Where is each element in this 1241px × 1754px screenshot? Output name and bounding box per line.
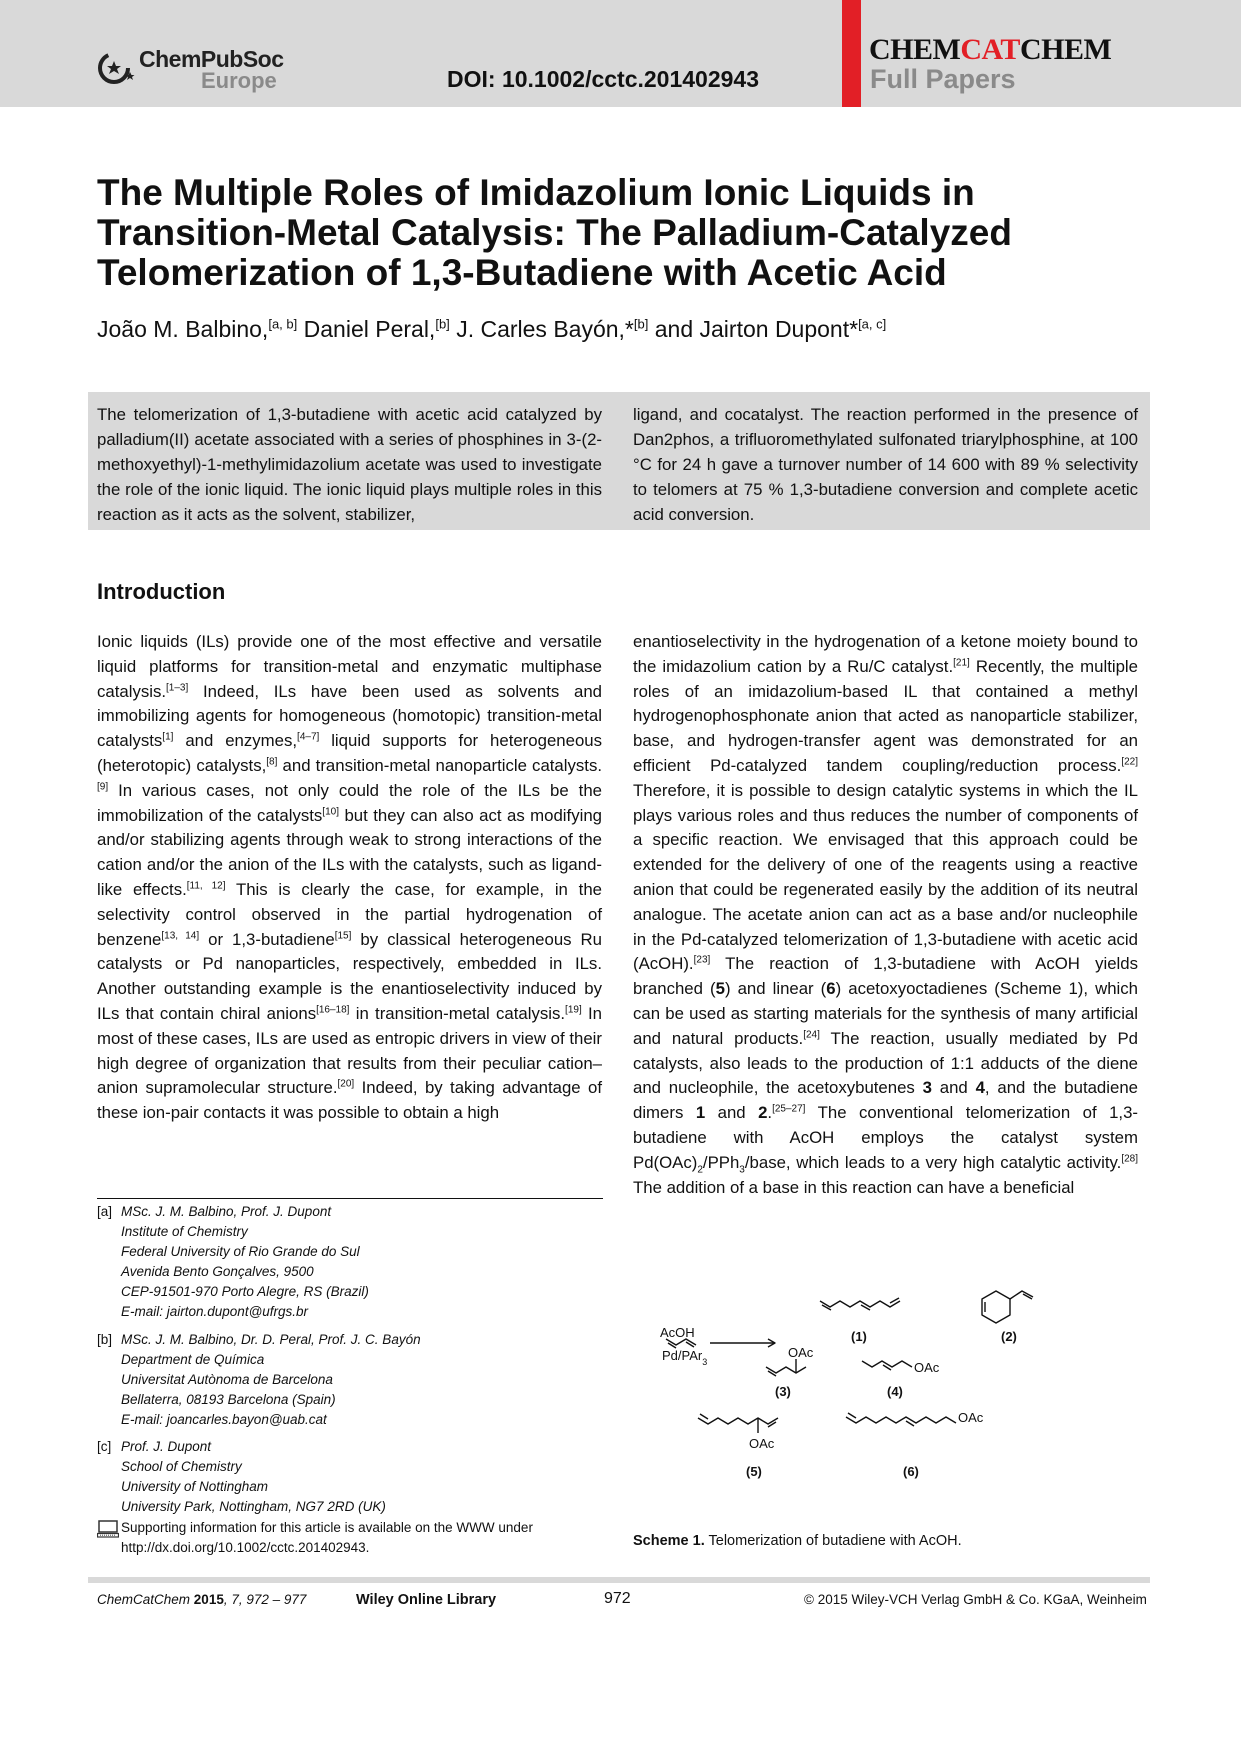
body-text-run: In various cases, not only could the role of the ILs be the immobilization of the catalysts (97, 780, 602, 825)
footnote-label: [c] (97, 1439, 112, 1454)
compound-label-5: (5) (746, 1464, 762, 1479)
footnote-line: Avenida Bento Gonçalves, 9500 (121, 1264, 314, 1279)
wiley-online-library-link[interactable]: Wiley Online Library (356, 1592, 497, 1608)
body-text-run: The conventional telomerization of 1,3-butadiene with AcOH employs the catalyst system Pd(OAc) (633, 1103, 1138, 1172)
citation-ref[interactable]: [21] (953, 657, 970, 669)
footnote-email[interactable]: E-mail: jairton.dupont@ufrgs.br (121, 1304, 309, 1319)
catalyst-label (662, 1348, 707, 1367)
logo-text-top: ChemPubSoc (139, 46, 284, 72)
citation-ref[interactable]: [11, 12] (186, 880, 226, 892)
catalyst-subscript: 3 (702, 1357, 708, 1367)
footnote-line: University Park, Nottingham, NG7 2RD (UK) (121, 1499, 386, 1514)
compound-1-structure (820, 1301, 900, 1307)
scheme-caption (633, 1533, 962, 1549)
body-text-run: by classical heterogeneous Ru catalysts or Pd nanoparticles, respectively, embedded in ILs. Another outstanding example is the enantioselectivity induced by ILs that contain chiral anions (97, 929, 603, 1023)
copyright: © 2015 Wiley-VCH Verlag GmbH & Co. KGaA, Weinheim (804, 1592, 1147, 1607)
brand-red-bar (842, 0, 861, 107)
body-text-run: This is clearly the case, for example, in the selectivity control observed in the partial hydrogenation of benzene (97, 879, 602, 949)
caption-label: Scheme 1. (633, 1533, 705, 1549)
compound-ref: 4 (975, 1078, 985, 1098)
formula-subscript: 3 (739, 1164, 745, 1176)
author-name: and Jairton Dupont* (654, 316, 859, 342)
footnote-a (97, 1202, 603, 1326)
footer-year: 2015 (193, 1592, 224, 1607)
body-text-run: but they can also act as modifying and/or stabilizing agents through weak to strong interactions of the cation and/or the anion of the ILs with the catalysts, such as ligand-like effects. (97, 805, 602, 899)
citation-ref[interactable]: [19] (565, 1004, 582, 1016)
brand-chem-1: CHEM (869, 33, 961, 66)
section-heading: Introduction (97, 579, 226, 604)
footer-volume: , 7, 972 – 977 (223, 1592, 307, 1607)
abstract-left: The telomerization of 1,3-butadiene with acetic acid catalyzed by palladium(II) acetate associated with a series of phosphines in 3-(2-methoxyethyl)-1-methylimidazolium acetate was used to investigate the role of the ionic liquid. The ionic liquid plays multiple roles in this reaction as it acts as the solvent, stabilizer, (97, 405, 602, 524)
body-text-run: or 1,3-butadiene (199, 929, 335, 949)
body-text-run: enantioselectivity in the hydrogenation of a ketone moiety bound to the imidazolium cation by a Ru/C catalyst. (633, 632, 1138, 676)
body-column-right (633, 630, 1138, 1200)
body-text-run: and enzymes, (173, 731, 298, 751)
citation-ref[interactable]: [15] (334, 929, 352, 941)
citation-ref[interactable]: [28] (1121, 1153, 1138, 1165)
body-column-left (97, 630, 602, 1126)
oac-label-6: OAc (958, 1410, 984, 1425)
body-text-run: The reaction, usually mediated by Pd catalysts, also leads to the production of 1:1 adducts of the diene and nucleophile, the acetoxybutenes (633, 1028, 1138, 1098)
article-title: The Multiple Roles of Imidazolium Ionic Liquids in Transition-Metal Catalysis: The Palladium-Catalyzed Telomerization of 1,3-Butadiene with Acetic Acid (97, 172, 1012, 293)
body-text-run: The reaction of 1,3-butadiene with AcOH yields branched ( (633, 954, 1138, 999)
body-text-run: Therefore, it is possible to design catalytic systems in which the IL plays various roles and thus reduces the number of components of a specific reaction. We envisaged that this approach could be extended for the delivery of one of the reagents using a reactive anion that could be regenerated easily by the addition of its neutral analogue. The acetate anion can act as a base and/or nucleophile in the Pd-catalyzed telomerization of 1,3-butadiene with acetic acid (AcOH). (633, 780, 1138, 974)
compound-label-6: (6) (903, 1464, 919, 1479)
citation-ref[interactable]: [24] (803, 1029, 820, 1041)
footnote-line: Federal University of Rio Grande do Sul (121, 1244, 360, 1259)
brand-chem-2: CHEM (1019, 33, 1112, 66)
citation-ref[interactable]: [23] (693, 954, 711, 966)
chempubsoc-star-icon (97, 48, 137, 88)
citation-ref[interactable]: [1] (162, 731, 174, 743)
author-affiliation: [a, c] (858, 316, 887, 332)
author-name: Daniel Peral, (303, 316, 436, 342)
computer-icon (97, 1520, 119, 1538)
citation-ref[interactable]: [8] (266, 756, 278, 768)
footnote-line: Universitat Autònoma de Barcelona (121, 1372, 333, 1387)
doi[interactable]: DOI: 10.1002/cctc.201402943 (447, 66, 760, 92)
compound-label-1: (1) (851, 1329, 867, 1344)
citation-ref[interactable]: [16–18] (316, 1004, 350, 1016)
footnote-line: Bellaterra, 08193 Barcelona (Spain) (121, 1392, 336, 1407)
compound-ref: 6 (826, 979, 836, 999)
logo-text-bottom: Europe (201, 68, 277, 93)
author-name: J. Carles Bayón,* (456, 316, 634, 342)
footer-rule (88, 1577, 1150, 1583)
footnote-label: [b] (97, 1332, 113, 1347)
author-affiliation: [b] (633, 316, 649, 332)
footnote-line: MSc. J. M. Balbino, Dr. D. Peral, Prof. J. C. Bayón (121, 1332, 421, 1347)
compound-4-structure (862, 1361, 912, 1367)
scheme-1-figure (650, 1283, 1150, 1523)
body-text-run: ) acetoxyoctadienes (Scheme 1), which can be used as starting materials for the synthesis of many artificial and natural products. (633, 979, 1138, 1048)
footnote-c (97, 1437, 603, 1521)
compound-label-4: (4) (887, 1384, 903, 1399)
body-text-run: Ionic liquids (ILs) provide one of the most effective and versatile liquid platforms for transition-metal and enzymatic multiphase catalysis. (97, 632, 602, 701)
brand-cat: CAT (960, 33, 1020, 66)
footnote-line: Department de Química (121, 1352, 265, 1367)
abstract-right: ligand, and cocatalyst. The reaction performed in the presence of Dan2phos, a trifluoromethylated sulfonated triarylphosphine, at 100 °C for 24 h gave a turnover number of 14 600 with 89 % selectivity to telomers at 75 % 1,3-butadiene conversion and complete acetic acid conversion. (633, 405, 1138, 524)
compound-3-structure (766, 1367, 806, 1373)
compound-ref: 2 (758, 1103, 768, 1123)
article-type: Full Papers (870, 64, 1016, 94)
compound-label-3: (3) (775, 1384, 791, 1399)
footnote-line: MSc. J. M. Balbino, Prof. J. Dupont (121, 1204, 332, 1219)
body-text-run: /PPh (702, 1152, 740, 1172)
body-text-run: in transition-metal catalysis. (349, 1003, 566, 1023)
body-text-run: Recently, the multiple roles of an imidazolium-based IL that contained a methyl hydrogenophosphonate anion that acted as nanoparticle stabilizer, base, and hydrogen-transfer agent was demonstrated for an efficient Pd-catalyzed tandem coupling/reduction process. (633, 656, 1138, 775)
body-text-run: ) and linear ( (724, 979, 827, 999)
body-text-run: , and the butadiene dimers (633, 1078, 1138, 1123)
citation-ref[interactable]: [10] (322, 805, 339, 817)
compound-5-structure (698, 1418, 778, 1424)
footnote-line: CEP-91501-970 Porto Alegre, RS (Brazil) (121, 1284, 369, 1299)
body-text-run: Indeed, by taking advantage of these ion-pair contacts it was possible to obtain a high (97, 1078, 602, 1123)
footnote-b (97, 1330, 603, 1434)
catalyst-text: Pd/PAr (662, 1348, 703, 1363)
body-text-run: /base, which leads to a very high catalytic activity. (744, 1152, 1122, 1172)
compound-6-structure (846, 1417, 956, 1423)
footnote-email[interactable]: E-mail: joancarles.bayon@uab.cat (121, 1412, 327, 1427)
body-text-run: Indeed, ILs have been used as solvents and immobilizing agents for homogeneous (homotopic) transition-metal catalysts (97, 681, 602, 751)
compound-2-structure (982, 1291, 1010, 1323)
compound-ref: 3 (922, 1078, 932, 1098)
footnote-line: School of Chemistry (121, 1459, 242, 1474)
formula-subscript: 2 (697, 1164, 703, 1176)
abstract-box (88, 392, 1150, 530)
journal-brand (869, 33, 1111, 67)
page-number: 972 (604, 1590, 631, 1607)
oac-label-3: OAc (788, 1345, 814, 1360)
caption-text: Telomerization of butadiene with AcOH. (704, 1533, 962, 1549)
oac-label-4: OAc (914, 1360, 940, 1375)
body-text-run: and (705, 1103, 759, 1123)
body-text-run: The addition of a base in this reaction can have a beneficial (633, 1177, 1075, 1197)
citation-ref[interactable]: [22] (1121, 756, 1138, 768)
chempubsoc-logo (97, 44, 297, 96)
citation-ref[interactable]: [4–7] (297, 731, 320, 743)
citation-ref[interactable]: [20] (337, 1078, 355, 1090)
body-text-run: . (767, 1103, 773, 1123)
supporting-info-text[interactable]: Supporting information for this article is available on the WWW under http://dx.doi.org/10.1002/cctc.201402943. (121, 1520, 533, 1555)
citation-ref[interactable]: [1–3] (166, 682, 189, 693)
footnote-line: Institute of Chemistry (121, 1224, 248, 1239)
author-name: João M. Balbino, (97, 316, 269, 342)
body-text-run: and (931, 1078, 976, 1098)
author-affiliation: [a, b] (268, 316, 298, 332)
citation-ref[interactable]: [25–27] (772, 1103, 806, 1115)
citation-ref[interactable]: [13, 14] (161, 929, 200, 941)
compound-label-2: (2) (1001, 1329, 1017, 1344)
body-text-run: liquid supports for heterogeneous (heterotopic) catalysts, (97, 731, 602, 775)
oac-label-5: OAc (749, 1436, 775, 1451)
compound-ref: 1 (695, 1103, 706, 1123)
footer-journal: ChemCatChem (97, 1592, 191, 1607)
page-header (0, 0, 1241, 107)
compound-ref: 5 (715, 979, 725, 999)
footnote-label: [a] (97, 1204, 113, 1219)
citation-line (97, 1592, 306, 1607)
body-text-run: and transition-metal nanoparticle catalysts. (277, 755, 602, 775)
footnote-line: University of Nottingham (121, 1479, 269, 1494)
author-affiliation: [b] (435, 316, 450, 332)
reagent-label: AcOH (660, 1325, 695, 1340)
footnote-rule (97, 1198, 603, 1199)
body-text-run: In most of these cases, ILs are used as entropic drivers in view of their high degree of organization that results from their peculiar cation–anion supramolecular structure. (97, 1003, 602, 1098)
citation-ref[interactable]: [9] (97, 781, 109, 793)
author-list (97, 316, 886, 343)
footnote-line: Prof. J. Dupont (121, 1439, 212, 1454)
